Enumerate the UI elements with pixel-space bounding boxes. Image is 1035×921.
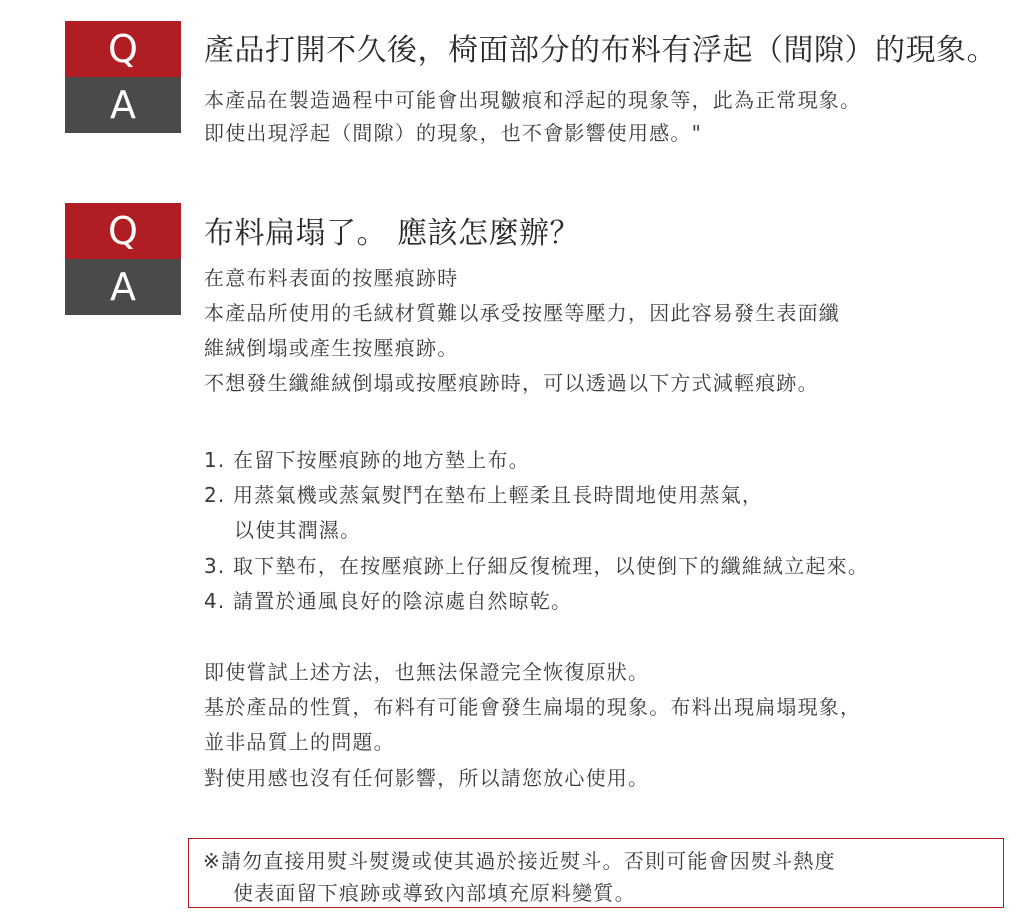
a-badge: A	[65, 77, 181, 133]
step-item: 3. 取下墊布，在按壓痕跡上仔細反復梳理，以使倒下的纖維絨立起來。	[204, 554, 870, 578]
question-title: 布料扁塌了。 應該怎麼辦？	[204, 216, 581, 251]
answer-line: 本產品在製造過程中可能會出現皺痕和浮起的現象等，此為正常現象。	[204, 88, 862, 112]
answer-line: 在意布料表面的按壓痕跡時	[204, 266, 459, 290]
q-badge: Q	[65, 21, 181, 77]
question-title: 產品打開不久後，椅面部分的布料有浮起（間隙）的現象。	[204, 33, 997, 68]
answer-line: 即使出現浮起（間隙）的現象，也不會影響使用感。"	[204, 121, 702, 145]
answer-line: 不想發生纖維絨倒塌或按壓痕跡時，可以透過以下方式減輕痕跡。	[204, 371, 819, 395]
answer-line: 即使嘗試上述方法，也無法保證完全恢復原狀。	[204, 660, 650, 684]
qa-badges	[65, 21, 181, 133]
caution-note-line: 使表面留下痕跡或導致內部填充原料變質。	[233, 881, 636, 905]
answer-line: 對使用感也沒有任何影響，所以請您放心使用。	[204, 766, 650, 790]
qa-badges	[65, 203, 181, 315]
step-item: 4. 請置於通風良好的陰涼處自然晾乾。	[204, 589, 573, 613]
q-badge: Q	[65, 203, 181, 259]
answer-line: 維絨倒塌或產生按壓痕跡。	[204, 336, 459, 360]
step-item: 1. 在留下按壓痕跡的地方墊上布。	[204, 448, 530, 472]
answer-line: 本產品所使用的毛絨材質難以承受按壓等壓力，因此容易發生表面纖	[204, 301, 840, 325]
a-badge: A	[65, 259, 181, 315]
caution-note-box	[188, 838, 1004, 908]
step-item-continued: 以使其潤濕。	[234, 518, 362, 542]
answer-line: 並非品質上的問題。	[204, 730, 395, 754]
caution-note-line: ※請勿直接用熨斗熨燙或使其過於接近熨斗。否則可能會因熨斗熱度	[203, 849, 836, 873]
step-item: 2. 用蒸氣機或蒸氣熨鬥在墊布上輕柔且長時間地使用蒸氣，	[204, 483, 764, 507]
answer-line: 基於產品的性質，布料有可能會發生扁塌的現象。布料出現扁塌現象，	[204, 695, 862, 719]
